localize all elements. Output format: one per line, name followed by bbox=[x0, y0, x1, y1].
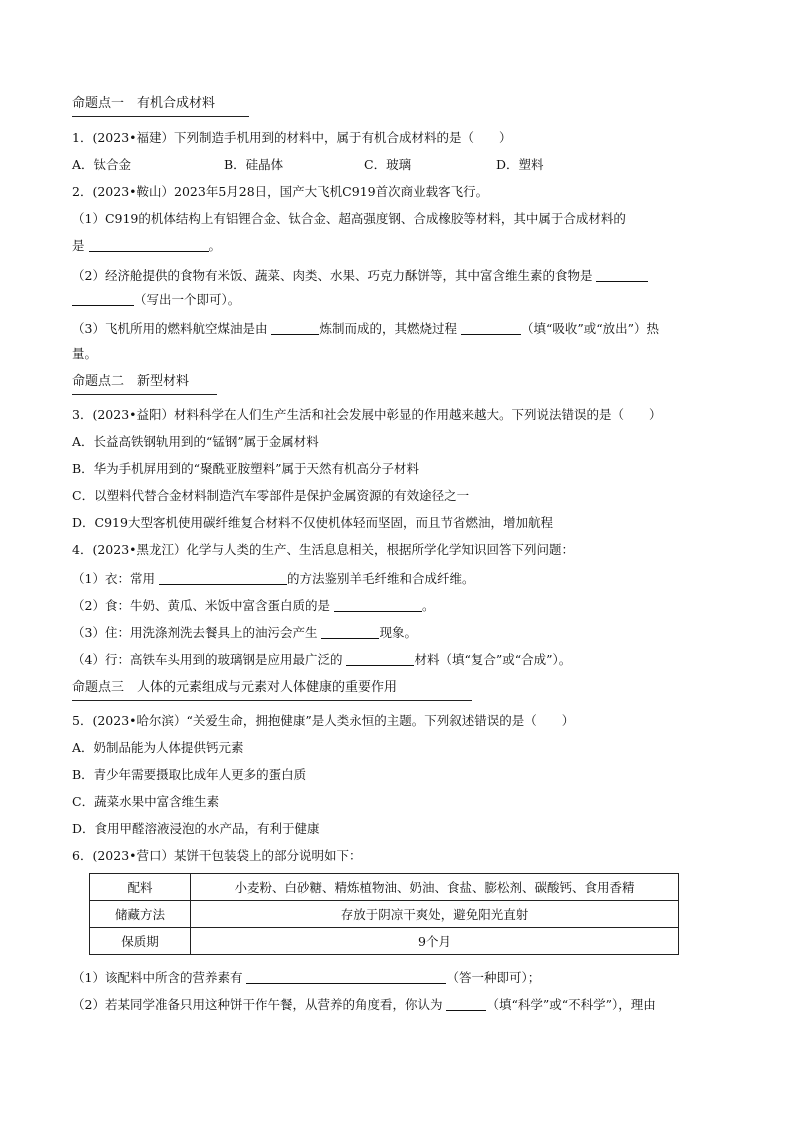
q1-option-d: D．塑料 bbox=[496, 157, 544, 172]
q4-part1-suffix: 的方法鉴别羊毛纤维和合成纤维。 bbox=[286, 571, 475, 586]
q1-option-c: C．玻璃 bbox=[364, 157, 412, 172]
heading-underline bbox=[72, 394, 217, 395]
section-heading-1-text: 命题点一 有机合成材料 bbox=[72, 96, 216, 111]
section-heading-1 bbox=[72, 95, 722, 113]
q2-part3-prefix: （3）飞机所用的燃料航空煤油是由 bbox=[72, 321, 268, 336]
section-heading-2 bbox=[72, 373, 722, 391]
answer-blank[interactable] bbox=[72, 293, 134, 306]
q5-option-a: A．奶制品能为人体提供钙元素 bbox=[72, 740, 244, 755]
q5-stem: 5．(2023•哈尔滨）“关爱生命，拥抱健康”是人类永恒的主题。下列叙述错误的是（ ） bbox=[72, 713, 575, 728]
q2-part3-line2: 量。 bbox=[72, 346, 98, 361]
q4-part3 bbox=[72, 624, 722, 642]
q4-part3-suffix: 现象。 bbox=[379, 625, 417, 640]
heading-underline bbox=[72, 116, 249, 117]
q3-option-a: A．长益高铁钢轨用到的“锰钢”属于金属材料 bbox=[72, 434, 319, 449]
table-row bbox=[90, 874, 679, 901]
table-key-cell: 保质期 bbox=[90, 928, 191, 955]
answer-blank[interactable] bbox=[246, 971, 446, 984]
q3-option-c: C．以塑料代替合金材料制造汽车零部件是保护金属资源的有效途径之一 bbox=[72, 488, 470, 503]
q4-part2 bbox=[72, 597, 722, 615]
q2-part2-line2 bbox=[72, 291, 722, 309]
answer-blank[interactable] bbox=[89, 239, 209, 252]
table-key-cell: 配料 bbox=[90, 874, 191, 901]
q5-option-b: B．青少年需要摄取比成年人更多的蛋白质 bbox=[72, 767, 307, 782]
q1-option-b: B．硅晶体 bbox=[224, 157, 284, 172]
q4-part2-suffix: 。 bbox=[421, 598, 435, 613]
q4-part4 bbox=[72, 651, 722, 669]
q2-part2-line1 bbox=[72, 267, 722, 285]
q3-stem: 3．(2023•益阳）材料科学在人们生产生活和社会发展中彰显的作用越来越大。下列说法错误的是（ ） bbox=[72, 407, 662, 422]
q6-part2-suffix: （填“科学”或“不科学”），理由 bbox=[486, 997, 656, 1012]
q4-part2-prefix: （2）食：牛奶、黄瓜、米饭中富含蛋白质的是 bbox=[72, 598, 330, 613]
answer-blank[interactable] bbox=[159, 572, 287, 585]
q3-option-b: B．华为手机屏用到的“聚酰亚胺塑料”属于天然有机高分子材料 bbox=[72, 461, 419, 476]
q6-part1 bbox=[72, 969, 722, 987]
q6-part1-suffix: （答一种即可）； bbox=[446, 970, 541, 985]
q2-part2-text: （2）经济舱提供的食物有米饭、蔬菜、肉类、水果、巧克力酥饼等，其中富含维生素的食物是 bbox=[72, 268, 593, 283]
q2-stem: 2．(2023•鞍山）2023年5月28日，国产大飞机C919首次商业载客飞行。 bbox=[72, 184, 489, 199]
table-value-cell: 9个月 bbox=[191, 928, 679, 955]
q6-part1-prefix: （1）该配料中所含的营养素有 bbox=[72, 970, 243, 985]
answer-blank[interactable] bbox=[271, 322, 319, 335]
q2-part1-prefix: 是 bbox=[72, 238, 85, 253]
answer-blank[interactable] bbox=[346, 653, 414, 666]
q2-part3-suffix: （填“吸收”或“放出”）热 bbox=[520, 321, 660, 336]
q2-part1-suffix: 。 bbox=[208, 238, 222, 253]
q2-part1-line2 bbox=[72, 237, 722, 255]
q4-part4-suffix: 材料（填“复合”或“合成”）。 bbox=[414, 652, 572, 667]
section-heading-3-text: 命题点三 人体的元素组成与元素对人体健康的重要作用 bbox=[72, 680, 398, 695]
q2-part3-middle: 炼制而成的，其燃烧过程 bbox=[319, 321, 457, 336]
table-row bbox=[90, 928, 679, 955]
answer-blank[interactable] bbox=[334, 599, 422, 612]
q6-stem: 6．(2023•营口）某饼干包装袋上的部分说明如下： bbox=[72, 848, 362, 863]
heading-underline bbox=[72, 700, 472, 701]
q2-part2-suffix: （写出一个即可）。 bbox=[134, 292, 241, 307]
q1-option-a: A．钛合金 bbox=[72, 157, 132, 172]
q3-option-d: D．C919大型客机使用碳纤维复合材料不仅使机体轻而坚固，而且节省燃油，增加航程 bbox=[72, 515, 553, 530]
answer-blank[interactable] bbox=[321, 626, 379, 639]
q1-stem: 1．(2023•福建）下列制造手机用到的材料中，属于有机合成材料的是（ ） bbox=[72, 130, 512, 145]
table-row bbox=[90, 901, 679, 928]
q6-part2-prefix: （2）若某同学准备只用这种饼干作午餐，从营养的角度看，你认为 bbox=[72, 997, 443, 1012]
q2-part1-line1: （1）C919的机体结构上有铝锂合金、钛合金、超高强度钢、合成橡胶等材料，其中属于合成材料的 bbox=[72, 211, 626, 226]
q5-option-d: D．食用甲醛溶液浸泡的水产品，有利于健康 bbox=[72, 821, 320, 836]
q4-part4-prefix: （4）行：高铁车头用到的玻璃钢是应用最广泛的 bbox=[72, 652, 343, 667]
q4-part1 bbox=[72, 570, 722, 588]
section-heading-3 bbox=[72, 679, 722, 697]
q4-part3-prefix: （3）住：用洗涤剂洗去餐具上的油污会产生 bbox=[72, 625, 318, 640]
q2-part3-line1 bbox=[72, 320, 722, 338]
product-info-table bbox=[89, 873, 679, 955]
answer-blank[interactable] bbox=[446, 998, 486, 1011]
table-value-cell: 存放于阴凉干爽处，避免阳光直射 bbox=[191, 901, 679, 928]
table-key-cell: 储藏方法 bbox=[90, 901, 191, 928]
answer-blank[interactable] bbox=[596, 269, 648, 282]
q6-part2 bbox=[72, 996, 722, 1014]
answer-blank[interactable] bbox=[461, 322, 521, 335]
q4-part1-prefix: （1）衣：常用 bbox=[72, 571, 155, 586]
q4-stem: 4．(2023•黑龙江）化学与人类的生产、生活息息相关，根据所学化学知识回答下列问题： bbox=[72, 542, 575, 557]
section-heading-2-text: 命题点二 新型材料 bbox=[72, 374, 190, 389]
table-value-cell: 小麦粉、白砂糖、精炼植物油、奶油、食盐、膨松剂、碳酸钙、食用香精 bbox=[191, 874, 679, 901]
q5-option-c: C．蔬菜水果中富含维生素 bbox=[72, 794, 220, 809]
